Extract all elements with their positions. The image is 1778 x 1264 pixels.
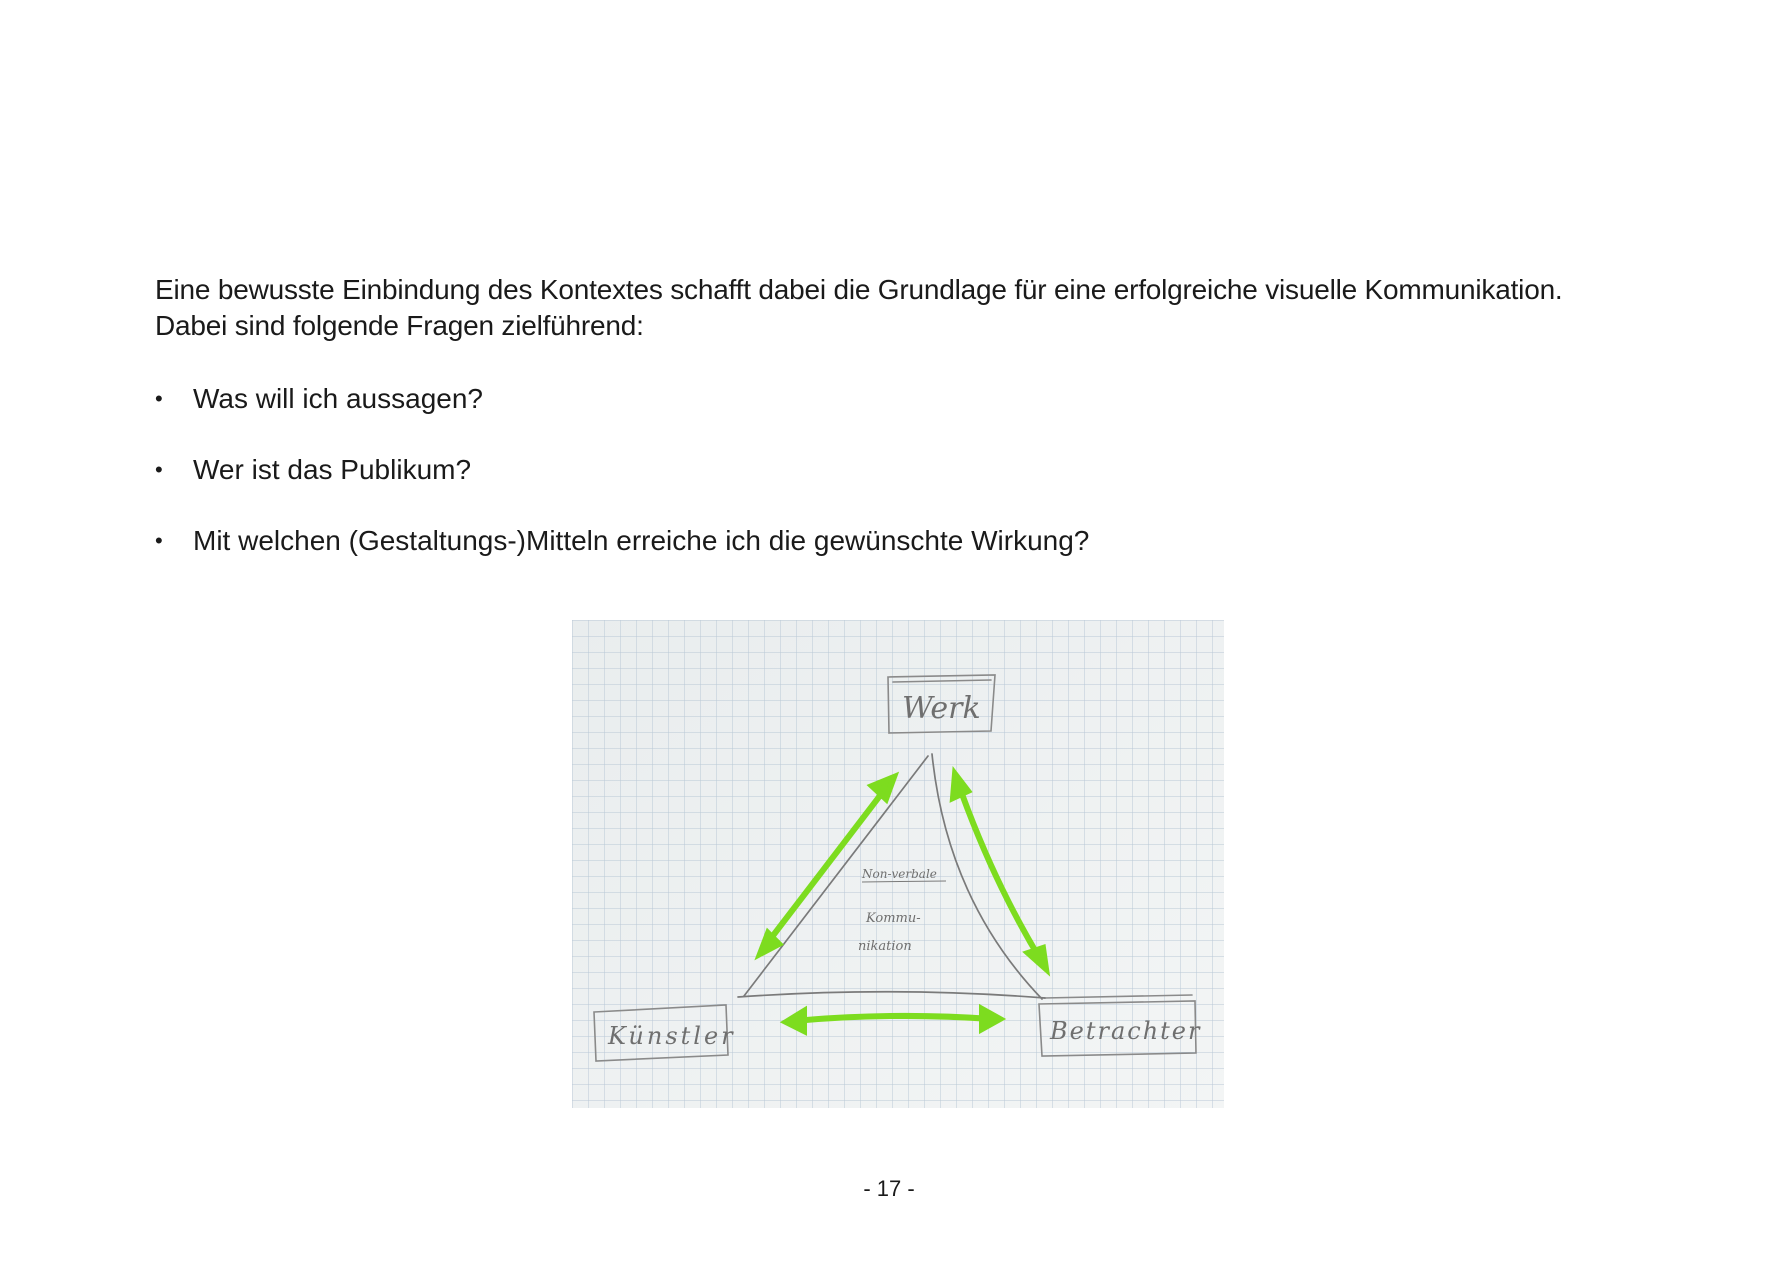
communication-triangle-sketch [572,620,1224,1108]
center-title: Non-verbale [862,867,937,881]
werk-label: Werk [902,691,981,726]
center-line-2: nikation [858,939,912,954]
bullet-icon: • [155,528,163,553]
sketch-photo [572,620,1224,1108]
list-item [155,381,1089,417]
question-text: Wer ist das Publikum? [193,454,472,485]
question-text: Mit welchen (Gestaltungs-)Mitteln erreiche ich die gewünschte Wirkung? [193,525,1090,556]
question-list [155,381,1089,594]
bullet-icon: • [155,457,163,482]
intro-line-1: Eine bewusste Einbindung des Kontextes schafft dabei die Grundlage für eine erfolgreiche visuelle Kommunikation. [155,274,1563,305]
bullet-icon: • [155,386,163,411]
question-text: Was will ich aussagen? [193,383,483,414]
intro-line-2: Dabei sind folgende Fragen zielführend: [155,310,644,341]
kuenstler-label: Künstler [608,1022,736,1050]
list-item [155,523,1089,559]
intro-paragraph [155,272,1655,344]
center-line-1: Kommu- [866,911,921,926]
list-item [155,452,1089,488]
page-number: - 17 - [863,1176,915,1201]
betrachter-label: Betrachter [1050,1017,1202,1045]
